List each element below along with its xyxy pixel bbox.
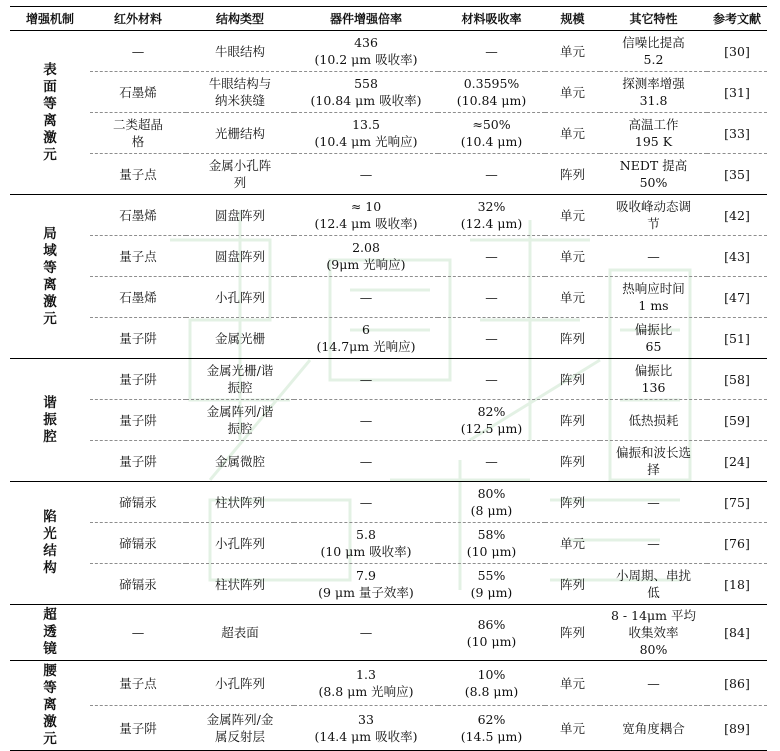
cell-absorption: —	[438, 154, 545, 195]
cell-reference: [84]	[707, 605, 767, 661]
cell-enhancement: —	[294, 441, 438, 482]
cell-enhancement: 5.8 (10 μm 吸收率)	[294, 523, 438, 564]
mechanism-label: 超透镜	[43, 607, 57, 657]
cell-scale: 单元	[545, 661, 600, 706]
header-reference: 参考文献	[707, 7, 767, 31]
cell-scale: 单元	[545, 31, 600, 72]
cell-structure: 金属阵列/谐 振腔	[186, 400, 294, 441]
table-row	[10, 564, 767, 605]
cell-absorption: 82% (12.5 μm)	[438, 400, 545, 441]
cell-material: 量子阱	[90, 400, 186, 441]
cell-absorption: —	[438, 318, 545, 359]
cell-reference: [42]	[707, 195, 767, 236]
cell-enhancement: 558 (10.84 μm 吸收率)	[294, 72, 438, 113]
cell-enhancement: —	[294, 359, 438, 400]
cell-material: 碲镉汞	[90, 564, 186, 605]
cell-reference: [35]	[707, 154, 767, 195]
cell-reference: [47]	[707, 277, 767, 318]
cell-scale: 单元	[545, 113, 600, 154]
cell-other: NEDT 提高 50%	[600, 154, 707, 195]
cell-reference: [89]	[707, 706, 767, 751]
table-row	[10, 318, 767, 359]
cell-enhancement: 6 (14.7μm 光响应)	[294, 318, 438, 359]
cell-scale: 阵列	[545, 605, 600, 661]
header-other: 其它特性	[600, 7, 707, 31]
cell-scale: 阵列	[545, 482, 600, 523]
cell-scale: 阵列	[545, 359, 600, 400]
cell-other: —	[600, 523, 707, 564]
cell-scale: 单元	[545, 706, 600, 751]
cell-scale: 阵列	[545, 400, 600, 441]
cell-absorption: 80% (8 μm)	[438, 482, 545, 523]
header-absorption: 材料吸收率	[438, 7, 545, 31]
cell-other: —	[600, 236, 707, 277]
cell-structure: 柱状阵列	[186, 564, 294, 605]
cell-absorption: 0.3595% (10.84 μm)	[438, 72, 545, 113]
cell-absorption: —	[438, 359, 545, 400]
cell-absorption: —	[438, 236, 545, 277]
cell-structure: 牛眼结构	[186, 31, 294, 72]
cell-structure: 光栅结构	[186, 113, 294, 154]
cell-material: 量子阱	[90, 318, 186, 359]
cell-reference: [76]	[707, 523, 767, 564]
header-scale: 规模	[545, 7, 600, 31]
cell-other: 偏振比 136	[600, 359, 707, 400]
cell-structure: 金属阵列/金 属反射层	[186, 706, 294, 751]
infrared-enhancement-table	[10, 6, 767, 751]
header-enhancement: 器件增强倍率	[294, 7, 438, 31]
cell-scale: 单元	[545, 523, 600, 564]
table-header-row	[10, 7, 767, 31]
cell-scale: 单元	[545, 277, 600, 318]
cell-reference: [86]	[707, 661, 767, 706]
cell-other: 吸收峰动态调 节	[600, 195, 707, 236]
cell-other: 偏振比 65	[600, 318, 707, 359]
cell-scale: 单元	[545, 236, 600, 277]
cell-material: —	[90, 605, 186, 661]
cell-absorption: 32% (12.4 μm)	[438, 195, 545, 236]
mechanism-label: 谐振腔	[43, 394, 57, 445]
cell-absorption: 10% (8.8 μm)	[438, 661, 545, 706]
cell-absorption: 62% (14.5 μm)	[438, 706, 545, 751]
mechanism-label: 陷光结构	[43, 509, 57, 576]
cell-absorption: 58% (10 μm)	[438, 523, 545, 564]
table-row	[10, 482, 767, 523]
cell-enhancement: —	[294, 482, 438, 523]
header-structure: 结构类型	[186, 7, 294, 31]
cell-other: 信噪比提高 5.2	[600, 31, 707, 72]
cell-material: 量子阱	[90, 359, 186, 400]
cell-enhancement: ≈ 10 (12.4 μm 吸收率)	[294, 195, 438, 236]
cell-material: 石墨烯	[90, 195, 186, 236]
table-row	[10, 605, 767, 661]
cell-reference: [43]	[707, 236, 767, 277]
cell-other: 宽角度耦合	[600, 706, 707, 751]
cell-scale: 阵列	[545, 441, 600, 482]
cell-material: 量子点	[90, 661, 186, 706]
header-mechanism: 增强机制	[10, 7, 90, 31]
mechanism-cell	[10, 661, 90, 751]
table-row	[10, 31, 767, 72]
cell-scale: 阵列	[545, 154, 600, 195]
cell-reference: [75]	[707, 482, 767, 523]
cell-material: 石墨烯	[90, 72, 186, 113]
cell-material: —	[90, 31, 186, 72]
cell-enhancement: 13.5 (10.4 μm 光响应)	[294, 113, 438, 154]
cell-scale: 单元	[545, 72, 600, 113]
cell-enhancement: 436 (10.2 μm 吸收率)	[294, 31, 438, 72]
cell-reference: [31]	[707, 72, 767, 113]
cell-other: 偏振和波长选 择	[600, 441, 707, 482]
cell-reference: [33]	[707, 113, 767, 154]
table-row	[10, 154, 767, 195]
cell-enhancement: 7.9 (9 μm 量子效率)	[294, 564, 438, 605]
table-row	[10, 277, 767, 318]
mechanism-label: 局域等离激元	[43, 225, 57, 327]
cell-enhancement: 2.08 (9μm 光响应)	[294, 236, 438, 277]
cell-reference: [24]	[707, 441, 767, 482]
mechanism-label: 表面等离激元	[43, 61, 57, 163]
cell-absorption: 55% (9 μm)	[438, 564, 545, 605]
table-row	[10, 195, 767, 236]
cell-structure: 超表面	[186, 605, 294, 661]
mechanism-label: 腰等离激元	[43, 663, 57, 747]
cell-absorption: 86% (10 μm)	[438, 605, 545, 661]
cell-material: 量子阱	[90, 706, 186, 751]
header-material: 红外材料	[90, 7, 186, 31]
cell-structure: 金属小孔阵 列	[186, 154, 294, 195]
cell-other: 探测率增强 31.8	[600, 72, 707, 113]
cell-absorption: —	[438, 277, 545, 318]
cell-material: 量子阱	[90, 441, 186, 482]
cell-structure: 金属光栅/谐 振腔	[186, 359, 294, 400]
cell-other: 小周期、串扰 低	[600, 564, 707, 605]
cell-scale: 阵列	[545, 564, 600, 605]
mechanism-cell	[10, 359, 90, 482]
cell-other: —	[600, 661, 707, 706]
cell-other: 8 - 14μm 平均 收集效率 80%	[600, 605, 707, 661]
cell-enhancement: 33 (14.4 μm 吸收率)	[294, 706, 438, 751]
table-row	[10, 400, 767, 441]
cell-absorption: —	[438, 31, 545, 72]
table-row	[10, 359, 767, 400]
cell-reference: [51]	[707, 318, 767, 359]
cell-material: 二类超晶 格	[90, 113, 186, 154]
cell-structure: 柱状阵列	[186, 482, 294, 523]
cell-scale: 单元	[545, 195, 600, 236]
cell-enhancement: —	[294, 605, 438, 661]
cell-material: 石墨烯	[90, 277, 186, 318]
cell-enhancement: 1.3 (8.8 μm 光响应)	[294, 661, 438, 706]
table-row	[10, 113, 767, 154]
cell-material: 碲镉汞	[90, 482, 186, 523]
cell-scale: 阵列	[545, 318, 600, 359]
cell-other: 低热损耗	[600, 400, 707, 441]
cell-reference: [18]	[707, 564, 767, 605]
table-row	[10, 661, 767, 706]
cell-enhancement: —	[294, 400, 438, 441]
mechanism-cell	[10, 31, 90, 195]
cell-structure: 圆盘阵列	[186, 195, 294, 236]
table-row	[10, 523, 767, 564]
cell-reference: [30]	[707, 31, 767, 72]
mechanism-cell	[10, 605, 90, 661]
table-body	[10, 31, 767, 751]
mechanism-cell	[10, 482, 90, 605]
cell-structure: 金属微腔	[186, 441, 294, 482]
cell-structure: 小孔阵列	[186, 277, 294, 318]
cell-structure: 金属光栅	[186, 318, 294, 359]
cell-enhancement: —	[294, 277, 438, 318]
cell-material: 量子点	[90, 154, 186, 195]
table-row	[10, 236, 767, 277]
cell-structure: 小孔阵列	[186, 661, 294, 706]
cell-other: 热响应时间 1 ms	[600, 277, 707, 318]
cell-other: —	[600, 482, 707, 523]
cell-absorption: —	[438, 441, 545, 482]
table-row	[10, 72, 767, 113]
mechanism-cell	[10, 195, 90, 359]
table-row	[10, 441, 767, 482]
cell-material: 碲镉汞	[90, 523, 186, 564]
cell-other: 高温工作 195 K	[600, 113, 707, 154]
cell-structure: 小孔阵列	[186, 523, 294, 564]
table-row	[10, 706, 767, 751]
cell-structure: 圆盘阵列	[186, 236, 294, 277]
cell-enhancement: —	[294, 154, 438, 195]
cell-reference: [59]	[707, 400, 767, 441]
cell-absorption: ≈50% (10.4 μm)	[438, 113, 545, 154]
cell-reference: [58]	[707, 359, 767, 400]
cell-material: 量子点	[90, 236, 186, 277]
cell-structure: 牛眼结构与 纳米狭缝	[186, 72, 294, 113]
